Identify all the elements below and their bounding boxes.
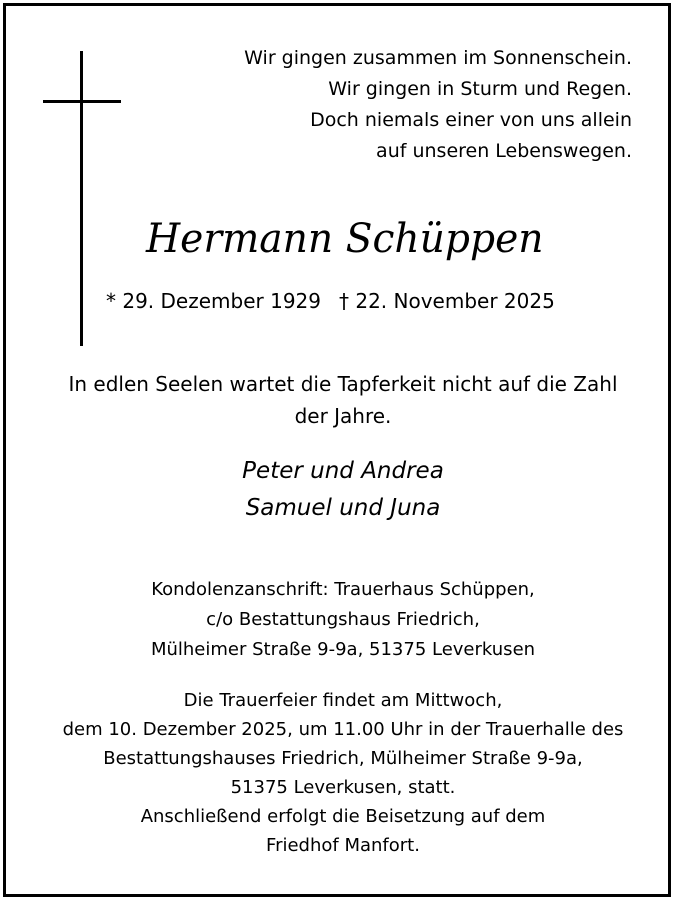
quote — [26, 368, 660, 432]
death-date: † 22. November 2025 — [339, 289, 555, 313]
quote-line: der Jahre. — [294, 404, 392, 428]
poem-line: auf unseren Lebenswegen. — [376, 140, 632, 162]
poem-line: Wir gingen zusammen im Sonnenschein. — [244, 47, 632, 69]
family-line: Samuel und Juna — [245, 495, 441, 521]
poem-line: Doch niemals einer von uns allein — [310, 109, 632, 131]
deceased-name: Hermann Schüppen — [146, 216, 544, 262]
funeral-info — [26, 686, 660, 860]
quote-line: In edlen Seelen wartet die Tapferkeit nicht auf die Zahl — [68, 372, 618, 396]
funeral-line: Die Trauerfeier findet am Mittwoch, — [183, 690, 503, 711]
condolence-line: Mülheimer Straße 9-9a, 51375 Leverkusen — [150, 639, 536, 660]
family-names — [26, 453, 660, 527]
funeral-line: dem 10. Dezember 2025, um 11.00 Uhr in der Trauerhalle des — [62, 719, 624, 740]
condolence-line: Kondolenzanschrift: Trauerhaus Schüppen, — [151, 579, 535, 600]
condolence-line: c/o Bestattungshaus Friedrich, — [206, 609, 480, 630]
obituary-frame — [3, 3, 671, 897]
poem — [212, 43, 632, 167]
funeral-line: Bestattungshauses Friedrich, Mülheimer Straße 9-9a, — [103, 748, 583, 769]
life-dates — [106, 286, 626, 316]
funeral-line: 51375 Leverkusen, statt. — [230, 777, 456, 798]
condolence-address — [26, 575, 660, 665]
poem-line: Wir gingen in Sturm und Regen. — [328, 78, 632, 100]
cross-horizontal-bar — [43, 100, 121, 103]
funeral-line: Anschließend erfolgt die Beisetzung auf dem — [140, 806, 546, 827]
cross-vertical-bar — [80, 51, 83, 346]
birth-date: * 29. Dezember 1929 — [106, 289, 321, 313]
family-line: Peter und Andrea — [242, 458, 444, 484]
funeral-line: Friedhof Manfort. — [266, 835, 420, 856]
